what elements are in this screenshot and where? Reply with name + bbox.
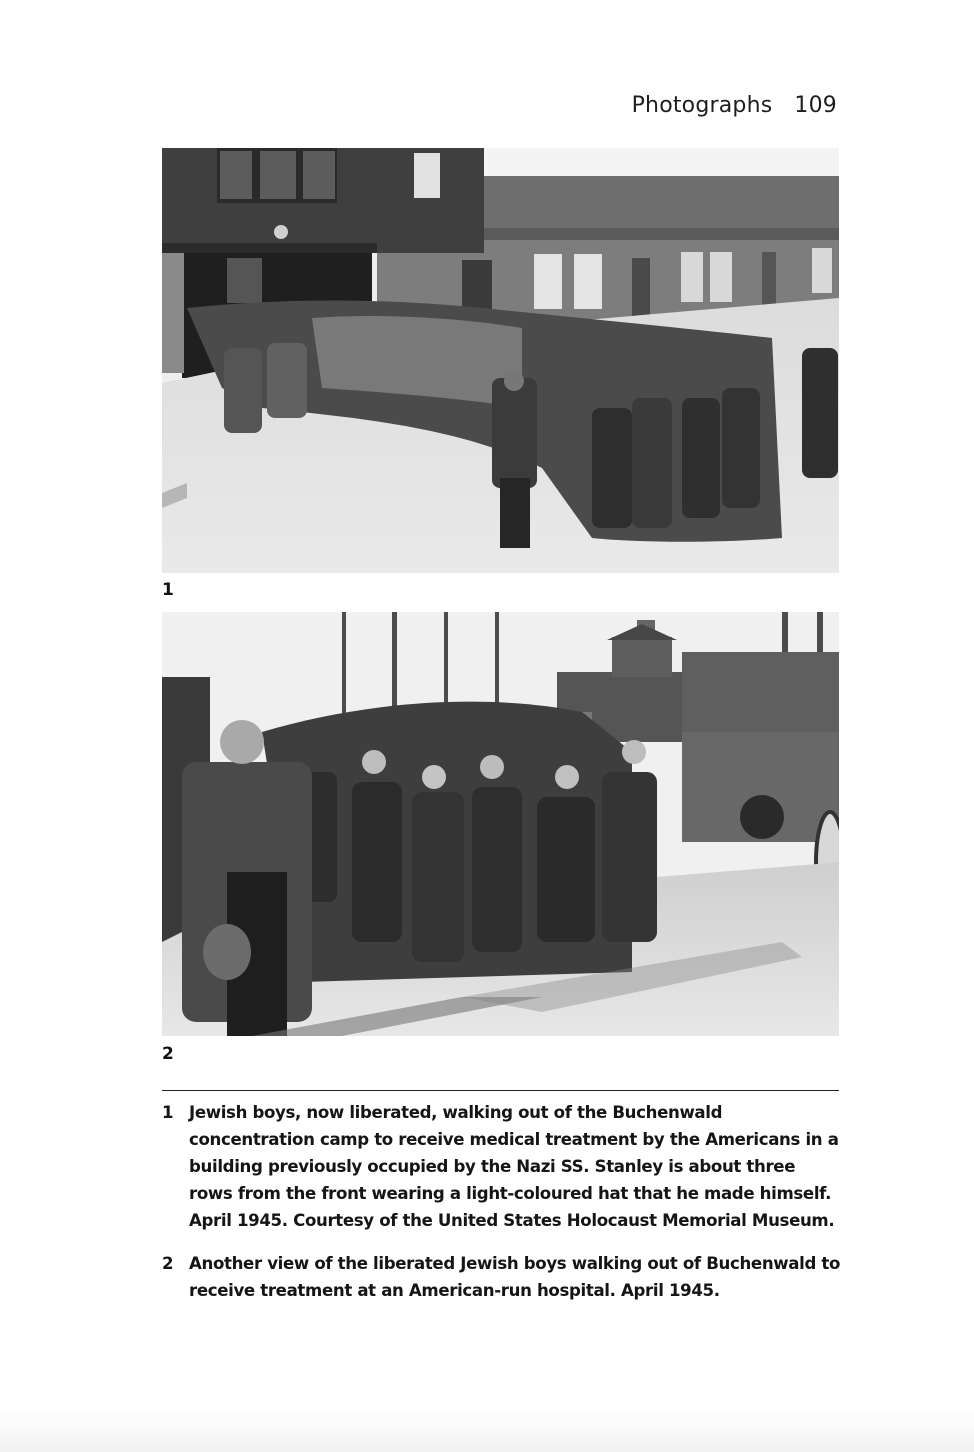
running-head: [632, 93, 837, 118]
page-number: 109: [794, 93, 837, 118]
caption-divider: [162, 1090, 839, 1091]
caption-text: Jewish boys, now liberated, walking out of the Buchenwald concentration camp to receive medical treatment by the Americans in a building previously occupied by the Nazi SS. Stanley is about three rows from the front wearing a light-coloured hat that he made himself. April 1945. Courtesy of the United States Holocaust Memorial Museum.: [189, 1103, 839, 1230]
caption-number: 1: [162, 1103, 174, 1122]
captions: [162, 1099, 842, 1320]
running-head-section: Photographs: [631, 93, 773, 118]
photo-1: [162, 148, 839, 573]
caption-text: Another view of the liberated Jewish boys walking out of Buchenwald to receive treatment at an American-run hospital. April 1945.: [189, 1254, 841, 1300]
photo-1-image: [162, 148, 839, 573]
photo-2-image: [162, 612, 839, 1036]
caption-1: [162, 1099, 842, 1234]
photo-2: [162, 612, 839, 1036]
caption-2: [162, 1250, 842, 1304]
figure-number-1: 1: [162, 580, 174, 600]
figure-number-2: 2: [162, 1044, 174, 1064]
caption-number: 2: [162, 1254, 174, 1273]
